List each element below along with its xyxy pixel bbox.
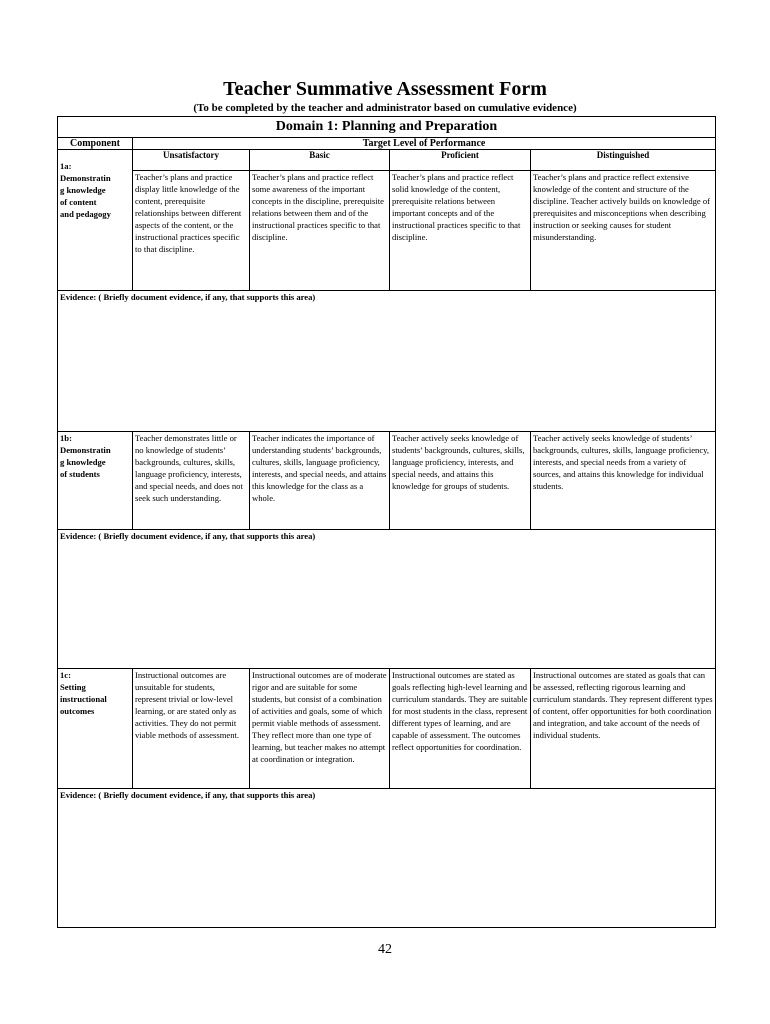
component-cell-1b — [58, 432, 133, 530]
form-subtitle: (To be completed by the teacher and administrator based on cumulative evidence) — [193, 102, 577, 114]
page-number: 42 — [378, 942, 392, 957]
descriptor-cell: Instructional outcomes are stated as goals that can be assessed, reflecting rigorous learning and curriculum standards. They represent different types of content, offer opportunities for both coordination and integration, and take account of the needs of individual students. — [531, 669, 716, 789]
descriptor-row-1a — [58, 171, 716, 291]
level-distinguished: Distinguished — [531, 150, 716, 171]
evidence-label: Evidence: ( Briefly document evidence, if any, that supports this area) — [60, 531, 316, 541]
header-row — [58, 138, 716, 150]
domain-heading: Domain 1: Planning and Preparation — [58, 117, 716, 138]
descriptor-cell: Instructional outcomes are of moderate rigor and are suitable for some students, but consist of a combination of activities and goals, some of which permit viable methods of assessment. They reflect more than one type of learning, but teacher makes no attempt at coordination or integration. — [250, 669, 390, 789]
component-line: 1c: — [60, 670, 71, 680]
descriptor-cell: Teacher’s plans and practice reflect extensive knowledge of the content and structure of the discipline. Teacher actively builds on knowledge of prerequisites and misconceptions when describing instruction or seeking causes for student misunderstanding. — [531, 171, 716, 291]
evidence-row-1a — [58, 291, 716, 432]
level-unsatisfactory: Unsatisfactory — [133, 150, 250, 171]
component-line: of students — [60, 469, 100, 479]
evidence-area-1c[interactable] — [58, 789, 716, 928]
component-row-1c — [58, 669, 716, 789]
component-line: 1b: — [60, 433, 72, 443]
component-row-1b — [58, 432, 716, 530]
component-line: outcomes — [60, 706, 95, 716]
descriptor-cell: Teacher’s plans and practice reflect solid knowledge of the content, prerequisite relations between important concepts and of the instructional practices specific to that discipline. — [390, 171, 531, 291]
component-line: Demonstratin — [60, 445, 111, 455]
component-line: g knowledge — [60, 457, 106, 467]
component-line: and pedagogy — [60, 209, 111, 219]
evidence-label: Evidence: ( Briefly document evidence, if any, that supports this area) — [60, 292, 316, 302]
evidence-row-1c — [58, 789, 716, 928]
component-line: Demonstratin — [60, 173, 111, 183]
descriptor-cell: Teacher indicates the importance of understanding students’ backgrounds, cultures, skills, language proficiency, interests, and special needs, and attains this knowledge for the class as a whole. — [250, 432, 390, 530]
descriptor-cell: Teacher’s plans and practice reflect some awareness of the important concepts in the discipline, prerequisite relations between them and of the instructional practices specific to that discipline. — [250, 171, 390, 291]
component-line: Setting — [60, 682, 86, 692]
assessment-table — [57, 116, 716, 928]
evidence-label: Evidence: ( Briefly document evidence, if any, that supports this area) — [60, 790, 316, 800]
descriptor-cell: Teacher demonstrates little or no knowledge of students’ backgrounds, cultures, skills, language proficiency, interests, and special needs, and does not seek such understanding. — [133, 432, 250, 530]
descriptor-cell: Teacher actively seeks knowledge of students’ backgrounds, cultures, skills, language proficiency, interests, and special needs, and attains this knowledge for groups of students. — [390, 432, 531, 530]
level-basic: Basic — [250, 150, 390, 171]
form-title: Teacher Summative Assessment Form — [223, 78, 547, 100]
component-cell-1a — [58, 150, 133, 291]
descriptor-cell: Teacher actively seeks knowledge of students’ backgrounds, cultures, skills, language proficiency, interests, and special needs from a variety of sources, and attains this knowledge for individual students. — [531, 432, 716, 530]
descriptor-cell: Teacher’s plans and practice display little knowledge of the content, prerequisite relationships between different aspects of the content, or the instructional practices specific to that discipline. — [133, 171, 250, 291]
target-level-header: Target Level of Performance — [133, 138, 716, 150]
component-header: Component — [58, 138, 133, 150]
evidence-area-1a[interactable] — [58, 291, 716, 432]
component-line: of content — [60, 197, 97, 207]
descriptor-cell: Instructional outcomes are stated as goals reflecting high-level learning and curriculum standards. They are suitable for most students in the class, represent different types of learning, and are capable of assessment. The outcomes reflect opportunities for coordination. — [390, 669, 531, 789]
evidence-area-1b[interactable] — [58, 530, 716, 669]
descriptor-cell: Instructional outcomes are unsuitable for students, represent trivial or low-level learning, or are stated only as activities. They do not permit viable methods of assessment. — [133, 669, 250, 789]
component-row-1a — [58, 150, 716, 171]
component-line: 1a: — [60, 161, 72, 171]
component-line: g knowledge — [60, 185, 106, 195]
domain-row — [58, 117, 716, 138]
evidence-row-1b — [58, 530, 716, 669]
component-cell-1c — [58, 669, 133, 789]
level-proficient: Proficient — [390, 150, 531, 171]
component-line: instructional — [60, 694, 107, 704]
